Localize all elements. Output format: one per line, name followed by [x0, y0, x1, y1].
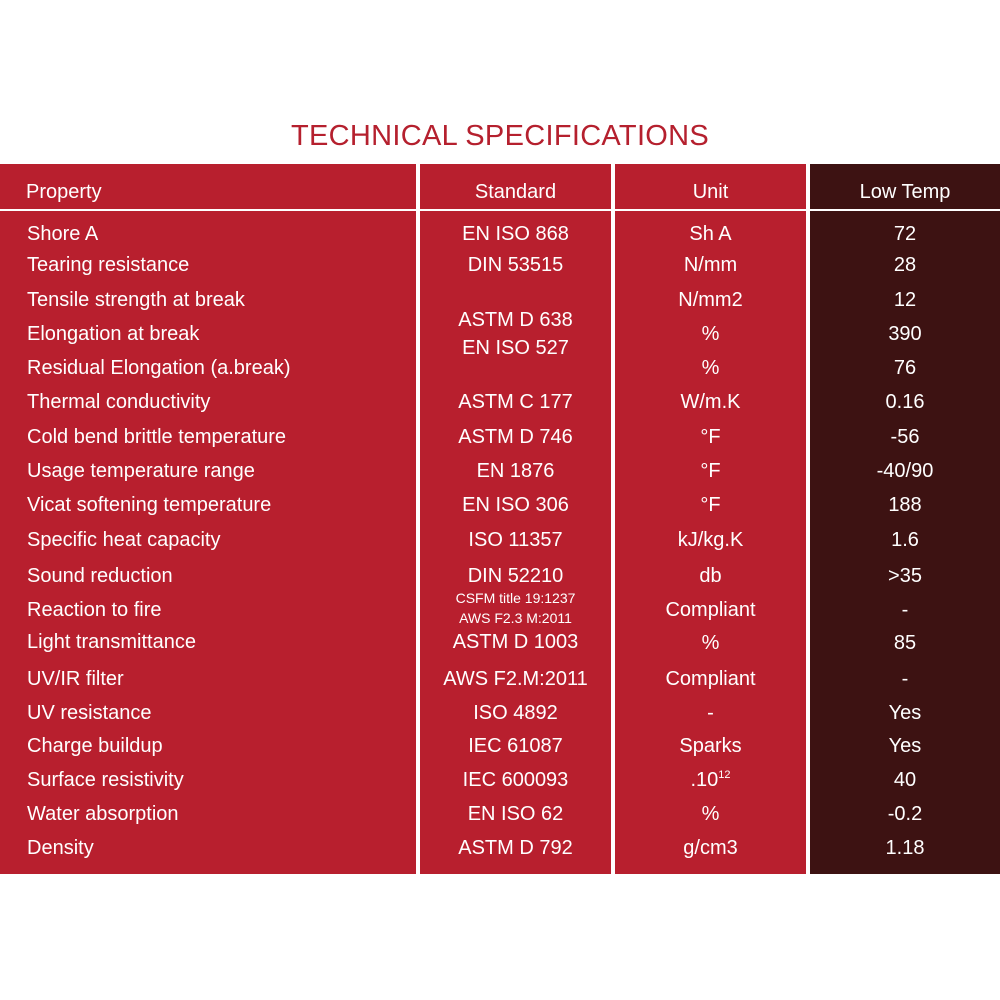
row-unit: db: [699, 565, 722, 587]
row-property: Vicat softening temperature: [27, 494, 272, 516]
row-value: 72: [893, 223, 917, 245]
row-standard-line1: CSFM title 19:1237: [455, 590, 576, 606]
row-value: -: [901, 599, 909, 621]
header-divider: [0, 209, 1000, 211]
row-value: 28: [893, 254, 917, 276]
row-property: UV/IR filter: [27, 668, 124, 690]
row-value: >35: [888, 565, 922, 587]
row-standard: ISO 4892: [473, 702, 558, 724]
row-unit: Sparks: [679, 735, 742, 757]
row-value: -0.2: [887, 803, 923, 825]
row-unit: W/m.K: [680, 391, 741, 413]
row-standard: EN ISO 306: [462, 494, 569, 516]
row-unit: g/cm3: [683, 837, 738, 859]
row-value: 188: [888, 494, 922, 516]
row-standard: DIN 52210: [467, 565, 564, 587]
row-standard: EN ISO 62: [467, 803, 564, 825]
row-value: 0.16: [885, 391, 925, 413]
row-unit: %: [701, 632, 720, 654]
row-property: Thermal conductivity: [27, 391, 211, 413]
row-value: 1.6: [891, 529, 919, 551]
row-value: 1.18: [885, 837, 925, 859]
row-standard-line2: AWS F2.3 M:2011: [459, 610, 572, 626]
header-standard: Standard: [474, 181, 557, 203]
header-low-temp: Low Temp: [859, 181, 951, 203]
row-standard: AWS F2.M:2011: [443, 668, 588, 690]
row-property: Specific heat capacity: [27, 529, 221, 551]
row-standard: ASTM D 1003: [452, 631, 579, 653]
unit-exponent: 12: [718, 769, 731, 781]
row-standard: DIN 53515: [467, 254, 564, 276]
row-value: 85: [893, 632, 917, 654]
row-standard: ASTM D 792: [458, 837, 573, 859]
page-title: TECHNICAL SPECIFICATIONS: [290, 120, 710, 152]
row-value: -40/90: [876, 460, 934, 482]
row-unit: %: [701, 323, 720, 345]
row-property: Light transmittance: [27, 631, 196, 653]
row-unit: Sh A: [689, 223, 732, 245]
row-property: Density: [27, 837, 94, 859]
header-unit: Unit: [692, 181, 729, 203]
row-property: Tearing resistance: [27, 254, 190, 276]
row-standard: ASTM D 746: [458, 426, 573, 448]
row-unit: °F: [700, 494, 721, 516]
row-unit: [615, 768, 806, 792]
row-property: Residual Elongation (a.break): [27, 357, 291, 379]
row-property: Tensile strength at break: [27, 289, 245, 311]
row-unit: %: [701, 357, 720, 379]
row-property: Elongation at break: [27, 323, 200, 345]
row-unit: °F: [700, 460, 721, 482]
row-value: 12: [893, 289, 917, 311]
row-property: UV resistance: [27, 702, 152, 724]
header-property: Property: [26, 181, 102, 203]
merged-standard-line2: EN ISO 527: [462, 337, 569, 359]
row-property: Cold bend brittle temperature: [27, 426, 287, 448]
row-value: 76: [893, 357, 917, 379]
row-value: -56: [890, 426, 920, 448]
row-unit: Compliant: [665, 599, 756, 621]
merged-standard-line1: ASTM D 638: [458, 309, 573, 331]
row-unit: Compliant: [665, 668, 756, 690]
row-value: Yes: [888, 702, 922, 724]
row-standard: IEC 61087: [468, 735, 563, 757]
row-standard: ISO 11357: [468, 529, 563, 551]
row-unit: %: [701, 803, 720, 825]
row-unit: -: [707, 702, 714, 724]
row-standard: ASTM C 177: [458, 391, 573, 413]
row-unit: N/mm: [683, 254, 738, 276]
row-value: -: [901, 668, 909, 690]
row-property: Charge buildup: [27, 735, 163, 757]
row-property: Sound reduction: [27, 565, 173, 587]
row-unit: kJ/kg.K: [677, 529, 744, 551]
row-property: Water absorption: [27, 803, 179, 825]
row-value: Yes: [888, 735, 922, 757]
row-value: 390: [888, 323, 922, 345]
row-unit: °F: [700, 426, 721, 448]
row-value: 40: [893, 769, 917, 791]
row-standard: EN 1876: [476, 460, 555, 482]
row-property: Usage temperature range: [27, 460, 255, 482]
row-unit: N/mm2: [678, 289, 743, 311]
row-property: Reaction to fire: [27, 599, 162, 621]
row-property: Shore A: [27, 223, 99, 245]
row-property: Surface resistivity: [27, 769, 184, 791]
row-standard: IEC 600093: [462, 769, 569, 791]
unit-base: .10: [690, 769, 719, 791]
row-standard: EN ISO 868: [462, 223, 569, 245]
